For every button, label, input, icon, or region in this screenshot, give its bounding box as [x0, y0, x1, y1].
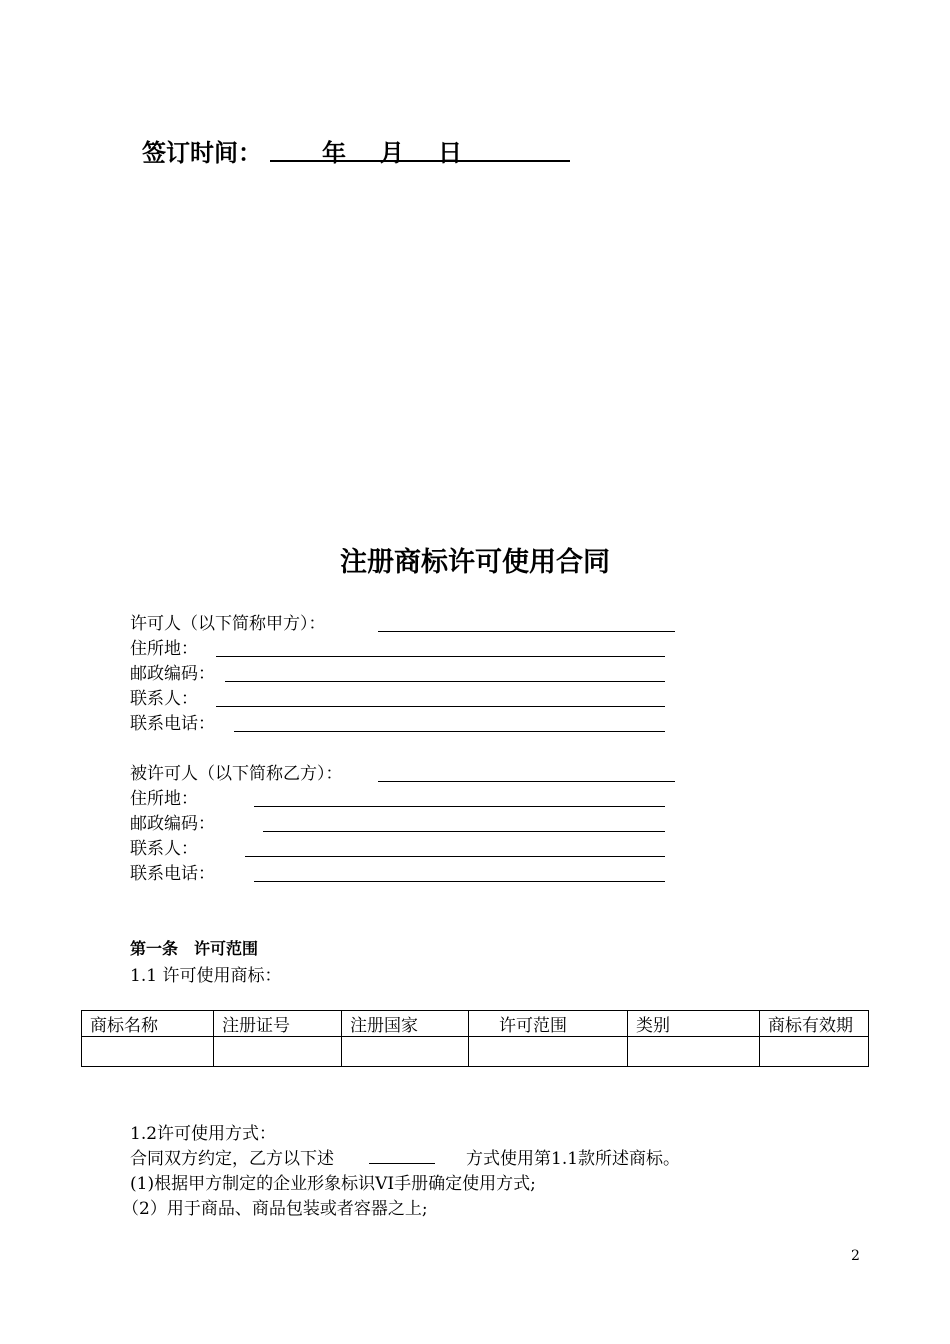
licensee-name-blank[interactable] [378, 781, 675, 782]
table-header-cell: 类别 [628, 1011, 760, 1037]
table-header-cell: 注册证号 [214, 1011, 342, 1037]
table-cell[interactable] [82, 1037, 214, 1067]
licensee-address-label: 住所地： [130, 789, 198, 809]
licensee-contact-blank[interactable] [245, 856, 665, 857]
licensor-phone-label: 联系电话： [130, 714, 215, 734]
licensor-address-label: 住所地： [130, 639, 198, 659]
contract-title: 注册商标许可使用合同 [340, 547, 610, 578]
licensor-name-label: 许可人（以下简称甲方）： [130, 614, 326, 634]
page-number: 2 [851, 1248, 860, 1264]
licensor-postcode-label: 邮政编码： [130, 664, 215, 684]
licensee-phone-label: 联系电话： [130, 864, 215, 884]
licensee-phone-blank[interactable] [254, 881, 665, 882]
licensee-postcode-label: 邮政编码： [130, 814, 215, 834]
agreement-text-before: 合同双方约定，乙方以下述 [130, 1149, 334, 1169]
usage-item-1: (1)根据甲方制定的企业形象标识VI手册确定使用方式; [130, 1174, 536, 1194]
signing-month: 月 [380, 139, 404, 167]
licensor-contact-blank[interactable] [216, 706, 665, 707]
table-cell[interactable] [628, 1037, 760, 1067]
article-1-heading: 第一条 许可范围 [130, 939, 259, 958]
table-header-cell: 商标有效期 [760, 1011, 869, 1037]
clause-1-2: 1.2许可使用方式： [130, 1124, 277, 1144]
signing-day: 日 [438, 139, 462, 167]
licensee-postcode-blank[interactable] [263, 831, 665, 832]
licensor-postcode-blank[interactable] [225, 681, 665, 682]
usage-method-blank[interactable] [369, 1163, 435, 1164]
agreement-text-after: 方式使用第1.1款所述商标。 [466, 1149, 681, 1169]
signing-date-underline [270, 160, 570, 162]
licensee-contact-label: 联系人： [130, 839, 198, 859]
licensee-name-label: 被许可人（以下简称乙方）： [130, 764, 343, 784]
licensor-phone-blank[interactable] [234, 731, 665, 732]
table-header-row [82, 1011, 869, 1037]
licensee-address-blank[interactable] [254, 806, 665, 807]
table-header-cell: 注册国家 [342, 1011, 469, 1037]
licensor-address-blank[interactable] [216, 656, 665, 657]
signing-year: 年 [322, 139, 346, 167]
table-cell[interactable] [342, 1037, 469, 1067]
table-header-cell: 商标名称 [82, 1011, 214, 1037]
table-header-cell: 许可范围 [469, 1011, 628, 1037]
signing-date-label: 签订时间： [142, 139, 262, 167]
licensor-contact-label: 联系人： [130, 689, 198, 709]
table-cell[interactable] [469, 1037, 628, 1067]
usage-item-2: （2）用于商品、商品包装或者容器之上; [122, 1199, 428, 1219]
licensor-name-blank[interactable] [378, 631, 675, 632]
clause-1-1: 1.1 许可使用商标： [130, 966, 282, 986]
table-row [82, 1037, 869, 1067]
table-cell[interactable] [214, 1037, 342, 1067]
trademark-table [81, 1010, 869, 1067]
table-cell[interactable] [760, 1037, 869, 1067]
